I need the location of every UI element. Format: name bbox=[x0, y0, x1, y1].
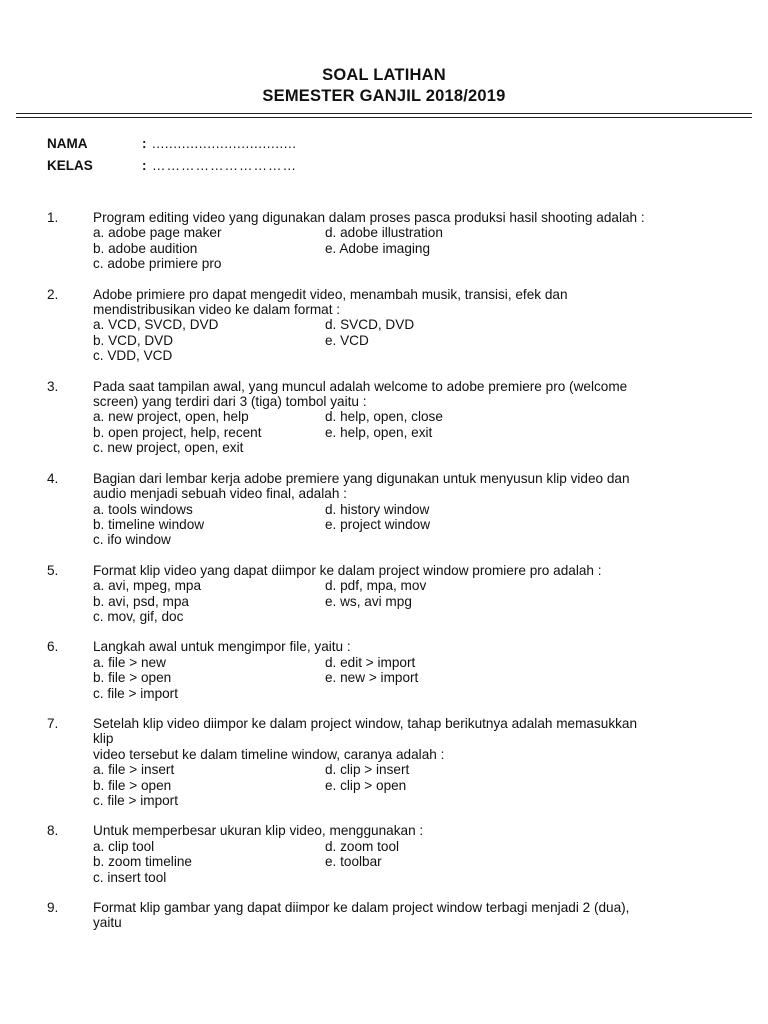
answer-option: a. file > insert bbox=[93, 762, 175, 778]
answer-option: c. new project, open, exit bbox=[93, 440, 244, 456]
question-number: 1. bbox=[47, 210, 59, 225]
question-item bbox=[0, 287, 768, 364]
page-title: SOAL LATIHAN bbox=[322, 66, 446, 84]
question-text-line: yaitu bbox=[93, 915, 122, 931]
question-number: 8. bbox=[47, 823, 59, 839]
question-text-line: audio menjadi sebuah video final, adalah : bbox=[93, 486, 347, 502]
answer-option: b. timeline window bbox=[93, 516, 205, 532]
question-text bbox=[93, 287, 693, 318]
question-text bbox=[93, 900, 693, 931]
answer-option: a. adobe page maker bbox=[93, 225, 222, 241]
name-field-colon: : bbox=[142, 136, 147, 151]
answer-options bbox=[93, 225, 768, 271]
answer-options bbox=[93, 317, 768, 363]
question-text-line: Pada saat tampilan awal, yang muncul adalah welcome to adobe premiere pro (welcome bbox=[93, 378, 628, 394]
answer-option: d. adobe illustration bbox=[325, 225, 443, 241]
answer-option: b. VCD, DVD bbox=[93, 332, 174, 348]
answer-option: a. clip tool bbox=[93, 838, 155, 854]
answer-option: c. mov, gif, doc bbox=[93, 608, 184, 624]
answer-option: e. project window bbox=[325, 516, 431, 532]
answer-option: c. adobe primiere pro bbox=[93, 256, 222, 272]
answer-options bbox=[93, 839, 768, 885]
answer-option: a. avi, mpeg, mpa bbox=[93, 578, 202, 594]
question-number: 3. bbox=[47, 378, 59, 394]
question-item bbox=[0, 823, 768, 885]
answer-option: b. zoom timeline bbox=[93, 854, 192, 870]
class-field-label: KELAS bbox=[47, 158, 93, 173]
question-text-line: Adobe primiere pro dapat mengedit video, menambah musik, transisi, efek dan bbox=[93, 286, 568, 302]
answer-option: c. file > import bbox=[93, 685, 178, 701]
answer-option: b. avi, psd, mpa bbox=[93, 593, 189, 609]
answer-option: d. edit > import bbox=[325, 654, 416, 670]
question-item bbox=[0, 471, 768, 548]
page-subtitle: SEMESTER GANJIL 2018/2019 bbox=[262, 87, 506, 105]
question-text-line: Setelah klip video diimpor ke dalam project window, tahap berikutnya adalah memasukkan bbox=[93, 715, 638, 731]
class-field-blank: ………………………… bbox=[152, 158, 297, 173]
header-divider-top bbox=[16, 113, 752, 114]
answer-option: e. Adobe imaging bbox=[325, 240, 431, 256]
answer-options bbox=[93, 409, 768, 455]
question-item bbox=[0, 900, 768, 931]
class-field-colon: : bbox=[142, 158, 147, 173]
answer-option: a. VCD, SVCD, DVD bbox=[93, 317, 219, 333]
name-field-label: NAMA bbox=[47, 136, 88, 151]
answer-option: e. ws, avi mpg bbox=[325, 593, 412, 609]
answer-option: b. adobe audition bbox=[93, 240, 198, 256]
answer-option: c. ifo window bbox=[93, 532, 171, 548]
question-item bbox=[0, 716, 768, 808]
question-number: 9. bbox=[47, 900, 59, 916]
question-list bbox=[0, 210, 768, 946]
question-text-line: Langkah awal untuk mengimpor file, yaitu : bbox=[93, 639, 351, 655]
answer-option: d. help, open, close bbox=[325, 409, 443, 425]
question-item bbox=[0, 210, 768, 272]
question-number: 6. bbox=[47, 639, 59, 655]
question-item bbox=[0, 563, 768, 625]
answer-option: d. clip > insert bbox=[325, 762, 410, 778]
header-divider-bottom bbox=[16, 117, 752, 118]
question-text bbox=[93, 639, 693, 654]
answer-option: a. tools windows bbox=[93, 501, 193, 517]
name-field bbox=[47, 136, 297, 151]
question-number: 2. bbox=[47, 286, 59, 302]
answer-option: c. insert tool bbox=[93, 869, 167, 885]
question-text bbox=[93, 379, 693, 410]
answer-option: d. history window bbox=[325, 501, 430, 517]
answer-option: b. open project, help, recent bbox=[93, 424, 262, 440]
answer-option: a. new project, open, help bbox=[93, 409, 249, 425]
answer-option: e. new > import bbox=[325, 670, 419, 686]
question-number: 4. bbox=[47, 470, 59, 486]
question-text-line: Bagian dari lembar kerja adobe premiere yang digunakan untuk menyusun klip video dan bbox=[93, 470, 630, 486]
question-text-line: Format klip gambar yang dapat diimpor ke dalam project window terbagi menjadi 2 (dua), bbox=[93, 900, 630, 916]
question-text bbox=[93, 823, 693, 838]
answer-option: b. file > open bbox=[93, 670, 172, 686]
answer-option: e. help, open, exit bbox=[325, 424, 433, 440]
question-text bbox=[93, 716, 693, 762]
answer-option: e. clip > open bbox=[325, 777, 407, 793]
answer-options bbox=[93, 762, 768, 808]
name-field-blank: .................................. bbox=[152, 136, 297, 151]
question-text bbox=[93, 563, 693, 578]
answer-option: e. toolbar bbox=[325, 854, 382, 870]
question-text-line: Untuk memperbesar ukuran klip video, menggunakan : bbox=[93, 823, 424, 839]
question-item bbox=[0, 639, 768, 701]
answer-option: a. file > new bbox=[93, 654, 166, 670]
answer-option: d. zoom tool bbox=[325, 838, 400, 854]
question-text-line: screen) yang terdiri dari 3 (tiga) tombol yaitu : bbox=[93, 394, 367, 410]
question-text-line: video tersebut ke dalam timeline window, caranya adalah : bbox=[93, 746, 445, 762]
question-number: 7. bbox=[47, 715, 59, 731]
question-text-line: klip bbox=[93, 731, 114, 747]
answer-option: d. pdf, mpa, mov bbox=[325, 578, 427, 594]
answer-option: c. file > import bbox=[93, 793, 178, 808]
question-text bbox=[93, 471, 693, 502]
question-item bbox=[0, 379, 768, 456]
question-text-line: mendistribusikan video ke dalam format : bbox=[93, 302, 341, 318]
class-field bbox=[47, 158, 297, 173]
answer-options bbox=[93, 502, 768, 548]
question-number: 5. bbox=[47, 562, 59, 578]
question-text-line: Program editing video yang digunakan dalam proses pasca produksi hasil shooting adalah : bbox=[93, 210, 645, 225]
answer-option: e. VCD bbox=[325, 332, 369, 348]
answer-option: d. SVCD, DVD bbox=[325, 317, 415, 333]
question-text bbox=[93, 210, 693, 225]
answer-option: b. file > open bbox=[93, 777, 172, 793]
answer-option: c. VDD, VCD bbox=[93, 348, 173, 364]
answer-options bbox=[93, 578, 768, 624]
answer-options bbox=[93, 655, 768, 701]
question-text-line: Format klip video yang dapat diimpor ke dalam project window promiere pro adalah : bbox=[93, 562, 602, 578]
